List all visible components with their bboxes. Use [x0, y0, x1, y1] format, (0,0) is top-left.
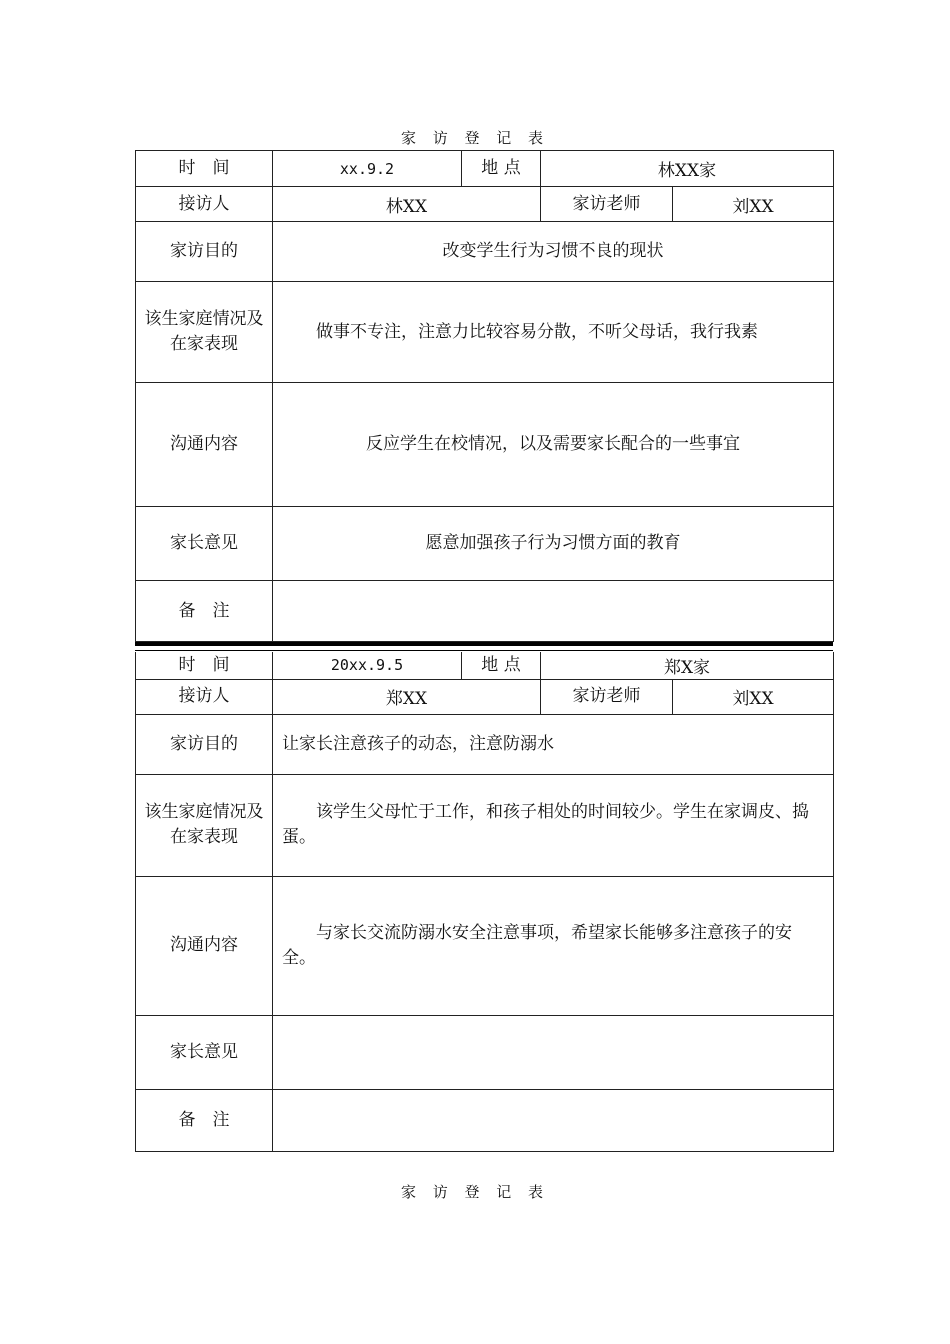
label-place: 地 点 [462, 652, 541, 679]
label-family: 该生家庭情况及在家表现 [136, 282, 273, 383]
row-opinion [136, 1015, 834, 1089]
opinion-value [273, 1015, 834, 1089]
row-purpose [136, 714, 834, 774]
row-remarks [136, 1089, 834, 1151]
row-remarks [136, 581, 834, 642]
row-purpose [136, 222, 834, 282]
remarks-value [273, 1089, 834, 1151]
visit-record-form-1 [135, 150, 834, 642]
label-visitor: 接访人 [136, 679, 273, 714]
place-value: 郑X家 [541, 652, 834, 679]
row-visitor-teacher [136, 187, 834, 222]
time-value: xx.9.2 [273, 151, 462, 187]
row-time-place [136, 151, 834, 187]
label-opinion: 家长意见 [136, 507, 273, 581]
label-time: 时 间 [136, 652, 273, 679]
label-place: 地 点 [462, 151, 541, 187]
teacher-value: 刘XX [673, 679, 834, 714]
label-content: 沟通内容 [136, 383, 273, 507]
label-opinion: 家长意见 [136, 1015, 273, 1089]
teacher-value: 刘XX [673, 187, 834, 222]
row-family [136, 774, 834, 876]
purpose-value: 让家长注意孩子的动态，注意防溺水 [273, 714, 834, 774]
label-teacher: 家访老师 [541, 679, 673, 714]
row-visitor-teacher [136, 679, 834, 714]
family-value: 做事不专注，注意力比较容易分散，不听父母话，我行我素 [273, 282, 834, 383]
row-opinion [136, 507, 834, 581]
label-purpose: 家访目的 [136, 222, 273, 282]
label-remarks: 备 注 [136, 581, 273, 642]
opinion-value: 愿意加强孩子行为习惯方面的教育 [273, 507, 834, 581]
place-value: 林XX家 [541, 151, 834, 187]
page-title: 家 访 登 记 表 [400, 129, 550, 147]
visitor-value: 林XX [273, 187, 541, 222]
row-time-place [136, 652, 834, 679]
time-value: 20xx.9.5 [273, 652, 462, 679]
label-family: 该生家庭情况及在家表现 [136, 774, 273, 876]
visitor-value: 郑XX [273, 679, 541, 714]
label-visitor: 接访人 [136, 187, 273, 222]
family-value: 该学生父母忙于工作，和孩子相处的时间较少。学生在家调皮、捣蛋。 [273, 774, 834, 876]
label-content: 沟通内容 [136, 876, 273, 1015]
visit-record-form-2 [135, 652, 834, 1152]
content-value: 与家长交流防溺水安全注意事项，希望家长能够多注意孩子的安全。 [273, 876, 834, 1015]
row-family [136, 282, 834, 383]
separator-thin [135, 650, 833, 651]
label-purpose: 家访目的 [136, 714, 273, 774]
label-remarks: 备 注 [136, 1089, 273, 1151]
footer-title: 家 访 登 记 表 [400, 1183, 550, 1201]
label-teacher: 家访老师 [541, 187, 673, 222]
row-content [136, 383, 834, 507]
label-time: 时 间 [136, 151, 273, 187]
row-content [136, 876, 834, 1015]
purpose-value: 改变学生行为习惯不良的现状 [273, 222, 834, 282]
separator-thick [135, 642, 833, 646]
remarks-value [273, 581, 834, 642]
content-value: 反应学生在校情况，以及需要家长配合的一些事宜 [273, 383, 834, 507]
